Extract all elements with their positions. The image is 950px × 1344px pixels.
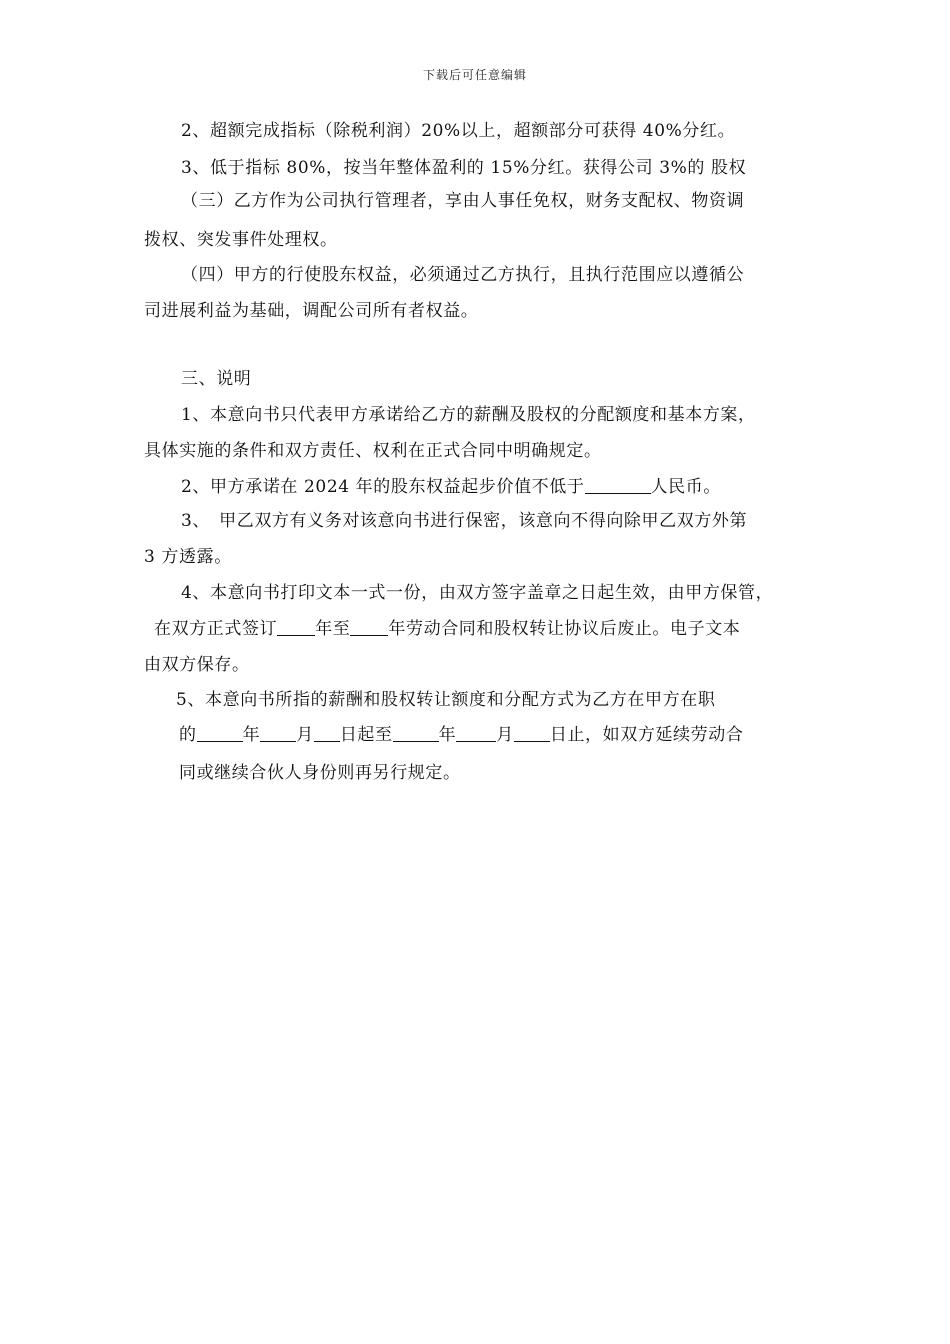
note-5-text-f: 月 bbox=[496, 725, 514, 745]
note-3-line-1: 3、 甲乙双方有义务对该意向书进行保密，该意向不得向除甲乙双方外第 bbox=[181, 511, 748, 531]
clause-2-line: 2、超额完成指标（除税利润）20%以上，超额部分可获得 40%分红。 bbox=[181, 121, 736, 141]
note-5-line-3: 同或继续合伙人身份则再另行规定。 bbox=[179, 763, 461, 783]
to-year-blank bbox=[393, 724, 439, 742]
to-month-blank bbox=[456, 724, 496, 742]
page-header: 下载后可任意编辑 bbox=[422, 68, 527, 82]
section-3-line-2: 拨权、突发事件处理权。 bbox=[144, 230, 338, 250]
note-5-text-g: 日止，如双方延续劳动合 bbox=[549, 725, 744, 745]
end-year-blank bbox=[350, 618, 388, 636]
note-5-text-a: 的 bbox=[179, 725, 197, 745]
note-4-text-c: 年劳动合同和股权转让协议后废止。电子文本 bbox=[388, 619, 741, 639]
amount-blank bbox=[585, 476, 651, 494]
section-4-line-1: （四）甲方的行使股东权益，必须通过乙方执行，且执行范围应以遵循公 bbox=[181, 265, 745, 285]
note-2-unit: 人民币。 bbox=[650, 477, 721, 497]
note-5-text-b: 年 bbox=[242, 725, 261, 745]
note-4-text-b: 年至 bbox=[315, 619, 351, 639]
note-5-line-1: 5、本意向书所指的薪酬和股权转让额度和分配方式为乙方在甲方在职 bbox=[176, 690, 716, 710]
note-5-line-2 bbox=[179, 724, 743, 746]
from-year-blank bbox=[197, 724, 243, 742]
clause-3-line: 3、低于指标 80%，按当年整体盈利的 15%分红。获得公司 3%的 股权 bbox=[181, 158, 747, 178]
note-1-line-2: 具体实施的条件和双方责任、权利在正式合同中明确规定。 bbox=[144, 441, 602, 461]
section-4-line-2: 司进展利益为基础，调配公司所有者权益。 bbox=[144, 301, 479, 321]
note-5-text-d: 日起至 bbox=[339, 725, 393, 745]
note-2-line bbox=[181, 476, 721, 498]
note-4-line-1: 4、本意向书打印文本一式一份，由双方签字盖章之日起生效，由甲方保管， bbox=[181, 583, 774, 603]
section-title-explanation: 三、说明 bbox=[181, 369, 252, 389]
note-3-line-2: 3 方透露。 bbox=[144, 547, 232, 567]
note-4-line-3: 由双方保存。 bbox=[144, 655, 250, 675]
from-month-blank bbox=[260, 724, 296, 742]
to-day-blank bbox=[514, 724, 550, 742]
note-1-line-1: 1、本意向书只代表甲方承诺给乙方的薪酬及股权的分配额度和基本方案， bbox=[181, 405, 756, 425]
start-year-blank bbox=[277, 618, 315, 636]
note-4-text-a: 在双方正式签订 bbox=[154, 619, 278, 639]
from-day-blank bbox=[314, 724, 340, 742]
note-2-text: 2、甲方承诺在 2024 年的股东权益起步价值不低于 bbox=[181, 477, 585, 497]
section-3-line-1: （三）乙方作为公司执行管理者，享由人事任免权，财务支配权、物资调 bbox=[181, 191, 745, 211]
note-4-line-2 bbox=[154, 618, 740, 640]
note-5-text-e: 年 bbox=[438, 725, 457, 745]
note-5-text-c: 月 bbox=[296, 725, 314, 745]
